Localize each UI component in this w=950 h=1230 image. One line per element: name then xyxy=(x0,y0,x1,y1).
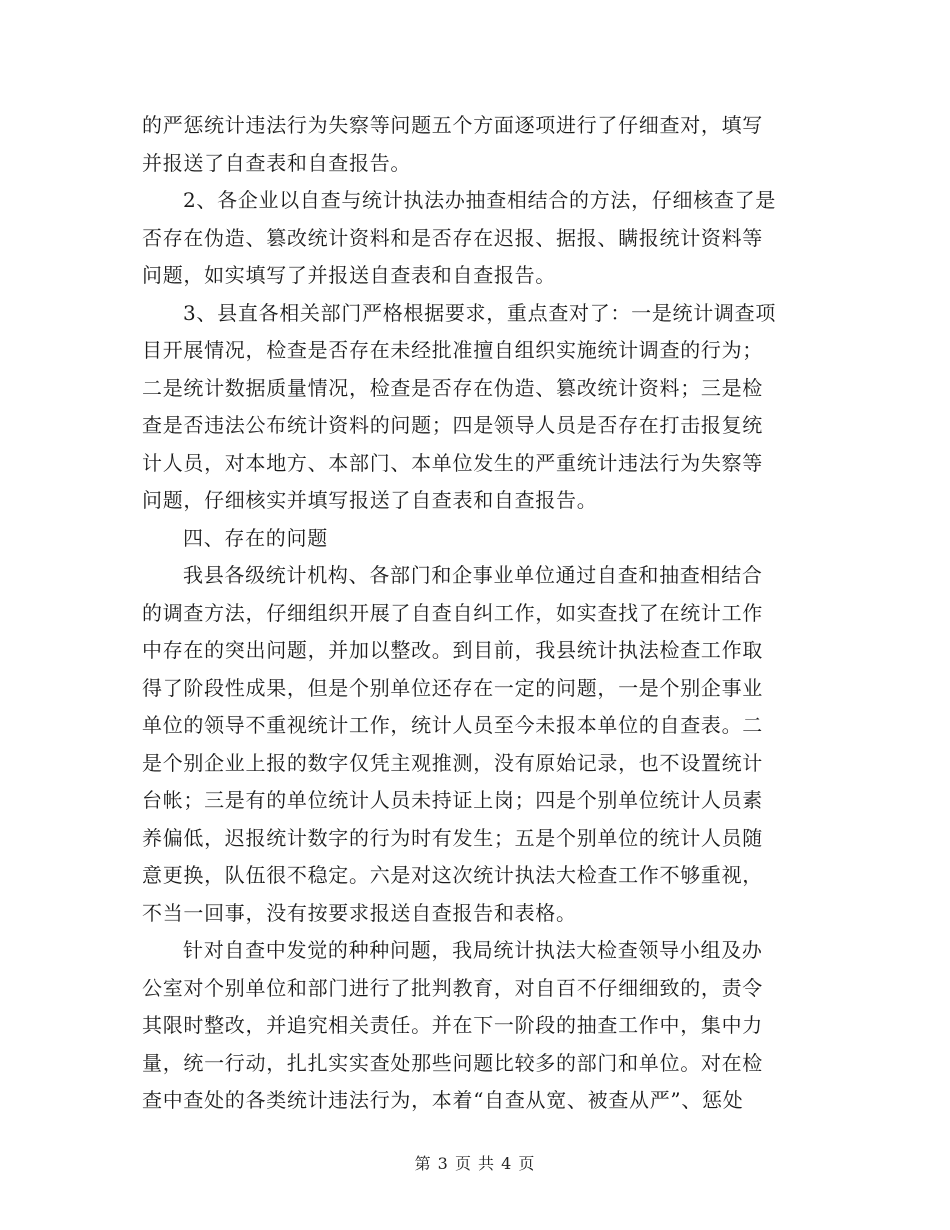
text-line: 目开展情况，检查是否存在未经批准擅自组织实施统计调查的行为； xyxy=(142,338,763,362)
text-line: 量，统一行动，扎扎实实查处那些问题比较多的部门和单位。对在检 xyxy=(142,1050,763,1075)
text-line: 单位的领导不重视统计工作，统计人员至今未报本单位的自查表。二 xyxy=(142,713,763,737)
paragraph-start-line: 3、县直各相关部门严格根据要求，重点查对了：一是统计调查项 xyxy=(183,300,777,325)
paragraph-start-line: 我县各级统计机构、各部门和企事业单位通过自查和抽查相结合 xyxy=(183,563,763,587)
paragraph-start-line: 针对自查中发觉的种种问题，我局统计执法大检查领导小组及办 xyxy=(183,938,763,962)
text-line: 得了阶段性成果，但是个别单位还存在一定的问题，一是个别企事业 xyxy=(142,675,763,700)
text-line: 计人员，对本地方、本部门、本单位发生的严重统计违法行为失察等 xyxy=(142,450,763,475)
text-line: 查是否违法公布统计资料的问题；四是领导人员是否存在打击报复统 xyxy=(142,413,763,437)
text-line: 二是统计数据质量情况，检查是否存在伪造、篡改统计资料；三是检 xyxy=(142,375,763,400)
text-line: 的调查方法，仔细组织开展了自查自纠工作，如实查找了在统计工作 xyxy=(142,600,763,625)
text-line: 问题，如实填写了并报送自查表和自查报告。 xyxy=(142,263,556,287)
text-line: 公室对个别单位和部门进行了批判教育，对自百不仔细细致的，责令 xyxy=(142,975,763,1000)
text-line: 其限时整改，并追究相关责任。并在下一阶段的抽查工作中，集中力 xyxy=(142,1013,763,1037)
text-line: 并报送了自查表和自查报告。 xyxy=(142,150,412,175)
text-line: 的严惩统计违法行为失察等问题五个方面逐项进行了仔细查对，填写 xyxy=(142,113,763,137)
body-text xyxy=(142,107,822,1120)
text-line: 否存在伪造、篡改统计资料和是否存在迟报、据报、瞒报统计资料等 xyxy=(142,225,763,250)
text-line: 查中查处的各类统计违法行为，本着“自查从宽、被查从严”、惩处 xyxy=(142,1088,744,1112)
text-line: 意更换，队伍很不稳定。六是对这次统计执法大检查工作不够重视， xyxy=(142,863,763,887)
text-line: 养偏低，迟报统计数字的行为时有发生；五是个别单位的统计人员随 xyxy=(142,825,763,850)
page-number-footer: 第 3 页 共 4 页 xyxy=(414,1154,536,1173)
section-heading: 四、存在的问题 xyxy=(183,525,328,550)
text-line: 问题，仔细核实并填写报送了自查表和自查报告。 xyxy=(142,488,598,512)
text-line: 台帐；三是有的单位统计人员未持证上岗；四是个别单位统计人员素 xyxy=(142,788,763,812)
text-line: 不当一回事，没有按要求报送自查报告和表格。 xyxy=(142,900,577,925)
paragraph-start-line: 2、各企业以自查与统计执法办抽查相结合的方法，仔细核查了是 xyxy=(183,188,777,212)
text-line: 中存在的突出问题，并加以整改。到目前，我县统计执法检查工作取 xyxy=(142,638,763,662)
text-line: 是个别企业上报的数字仅凭主观推测，没有原始记录，也不设置统计 xyxy=(142,750,763,775)
